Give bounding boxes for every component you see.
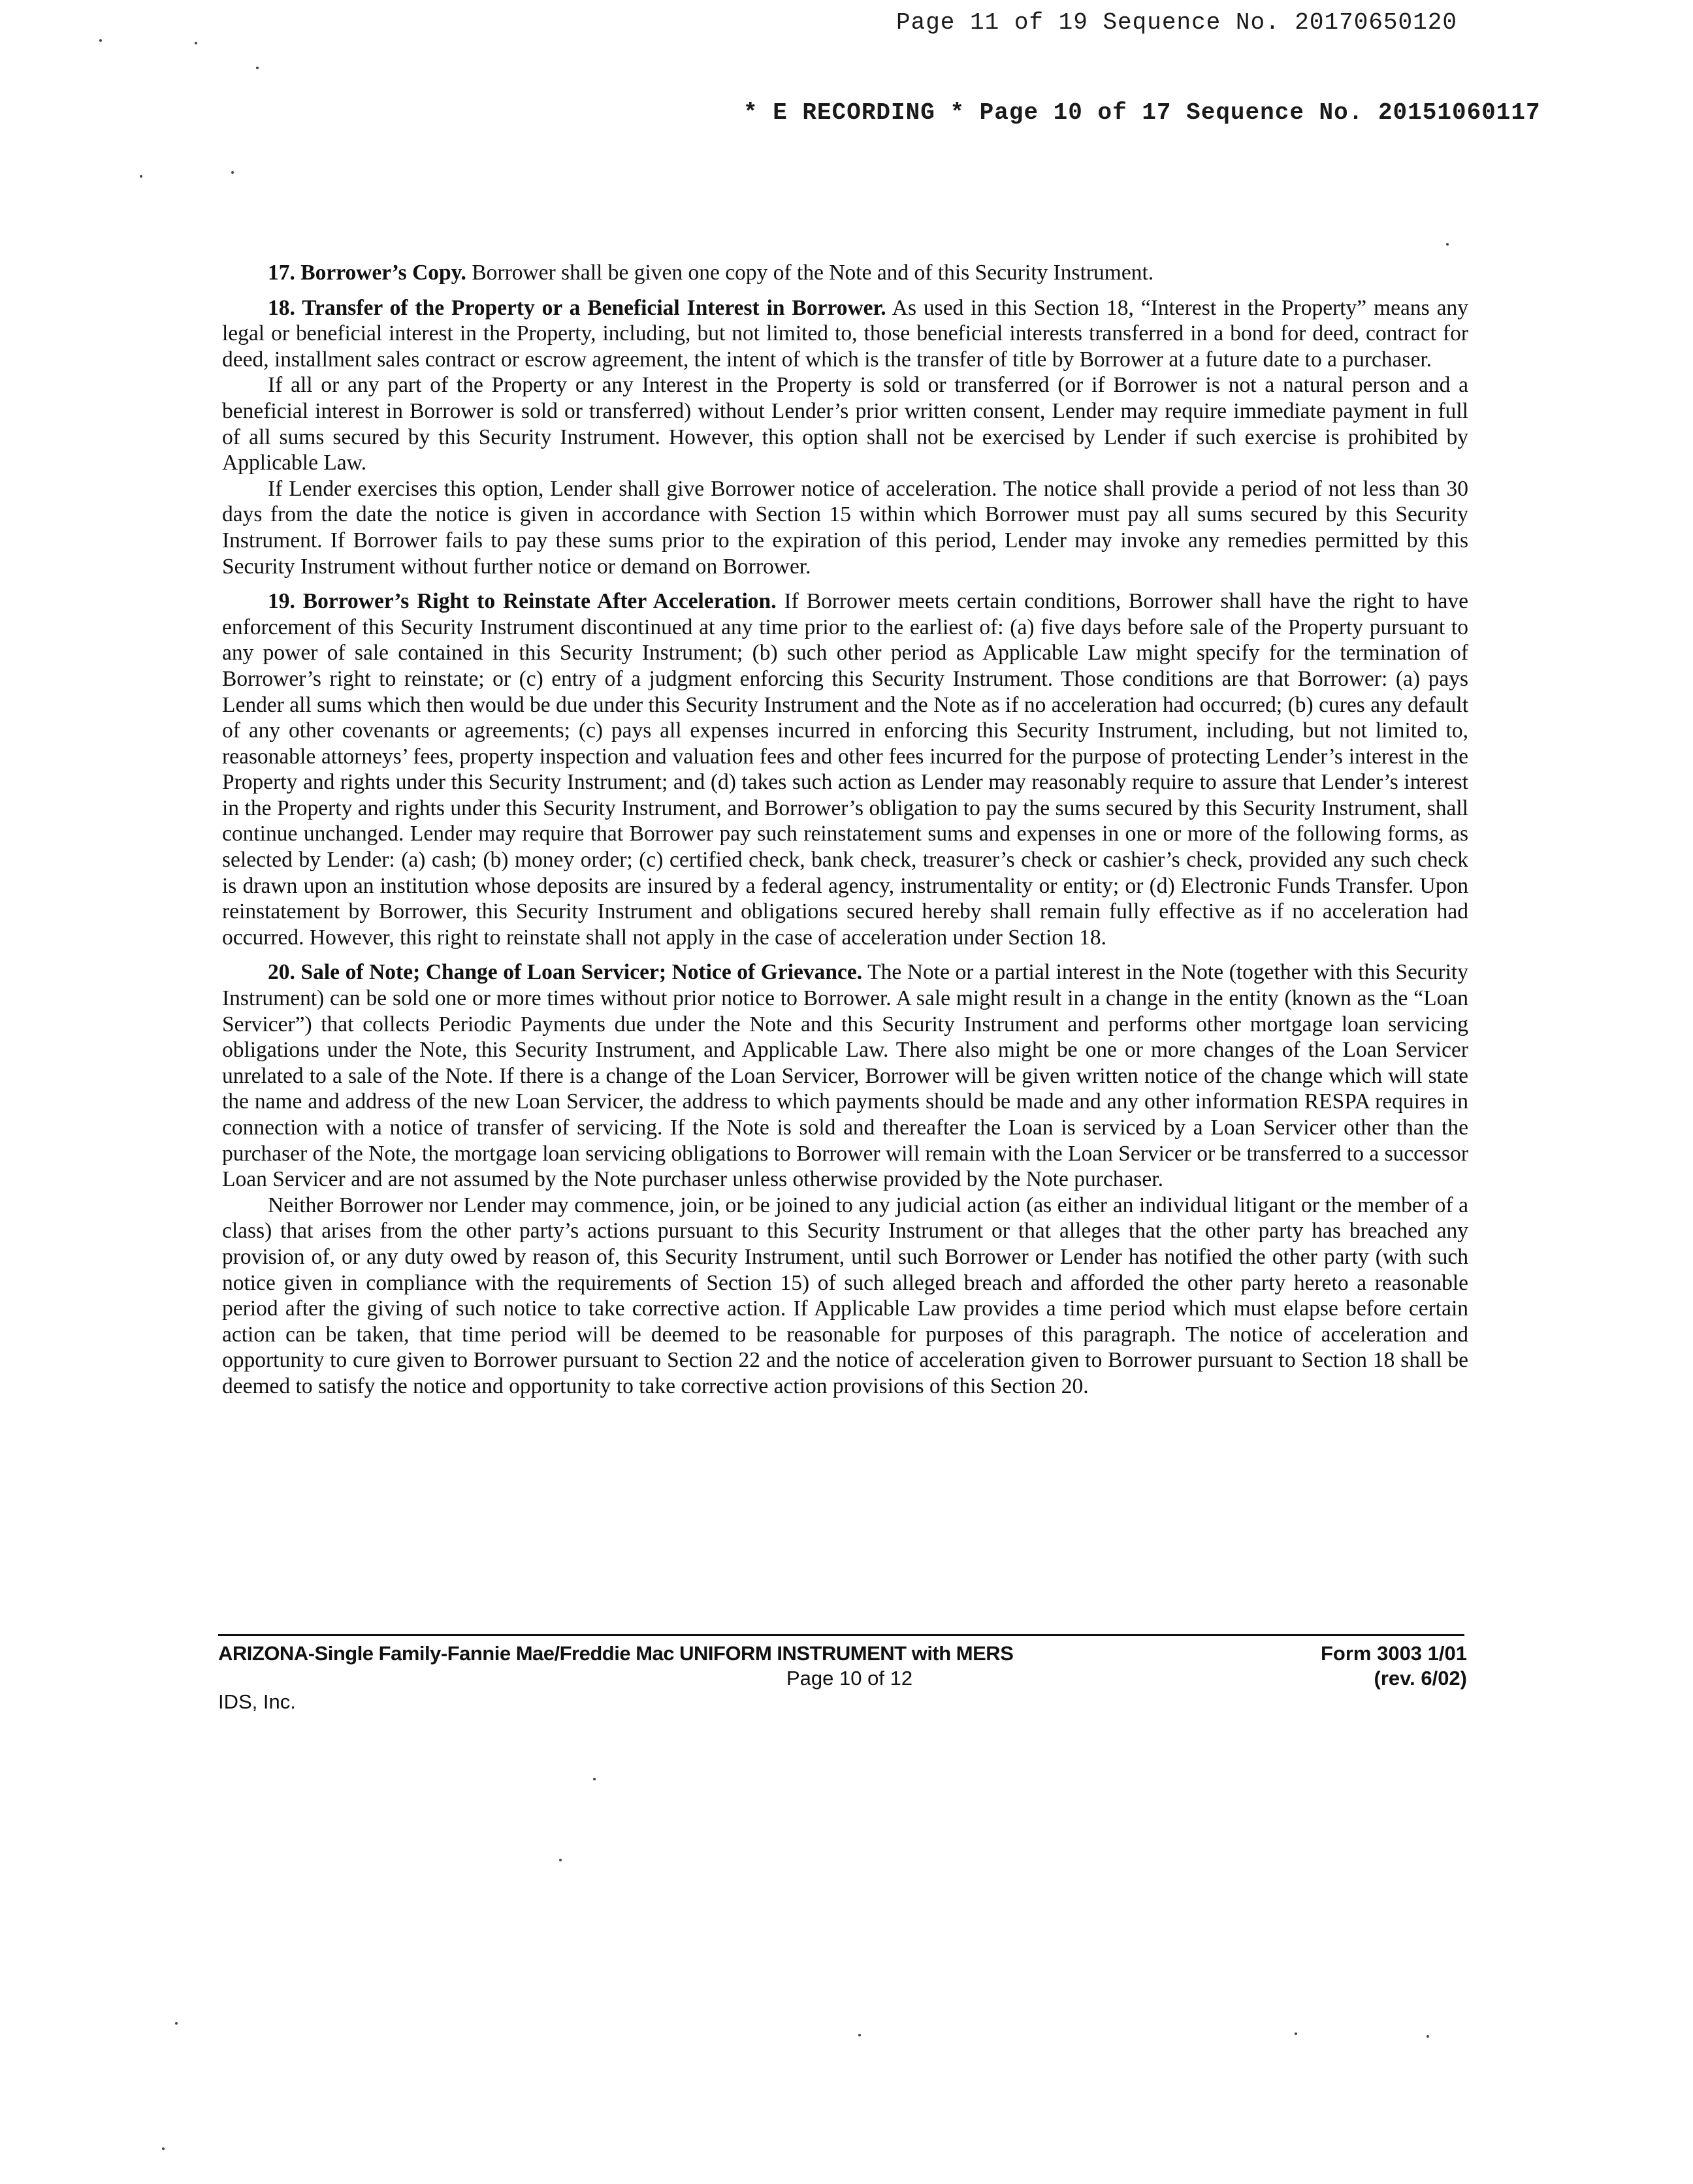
footer-form-number: Form 3003 1/01	[1320, 1642, 1467, 1665]
scan-speck	[1427, 2035, 1429, 2038]
section-18	[222, 295, 1468, 373]
section-19-text: If Borrower meets certain conditions, Borrower shall have the right to have enforcement of this Security Instrument discontinued at any time prior to the earliest of: (a) five days before sale of the Property pursuant to any power of sale contained in this Security Instrument; (b) such other period as Applicable Law might specify for the termination of Borrower’s right to reinstate; or (c) entry of a judgment enforcing this Security Instrument. Those conditions are that Borrower: (a) pays Lender all sums which then would be due under this Security Instrument and the Note as if no acceleration had occurred; (b) cures any default of any other covenants or agreements; (c) pays all expenses incurred in enforcing this Security Instrument, including, but not limited to, reasonable attorneys’ fees, property inspection and valuation fees and other fees incurred for the purpose of protecting Lender’s interest in the Property and rights under this Security Instrument; and (d) takes such action as Lender may reasonably require to assure that Lender’s interest in the Property and rights under this Security Instrument, and Borrower’s obligation to pay the sums secured by this Security Instrument, shall continue unchanged. Lender may require that Borrower pay such reinstatement sums and expenses in one or more of the following forms, as selected by Lender: (a) cash; (b) money order; (c) certified check, bank check, treasurer’s check or cashier’s check, provided any such check is drawn upon an institution whose deposits are insured by a federal agency, instrumentality or entity; or (d) Electronic Funds Transfer. Upon reinstatement by Borrower, this Security Instrument and obligations secured hereby shall remain fully effective as if no acceleration had occurred. However, this right to reinstate shall not apply in the case of acceleration under Section 18.	[222, 589, 1468, 950]
scan-speck	[175, 2022, 178, 2025]
section-17-text: Borrower shall be given one copy of the Note and of this Security Instrument.	[466, 261, 1154, 285]
section-17	[222, 260, 1468, 286]
scan-speck	[256, 67, 259, 69]
footer-divider	[218, 1634, 1464, 1636]
recording-stamp-second: * E RECORDING * Page 10 of 17 Sequence No. 20151060117	[743, 99, 1541, 126]
scan-speck	[1295, 2032, 1297, 2035]
section-18-paragraph-2: If all or any part of the Property or any Interest in the Property is sold or transferred (or if Borrower is not a natural person and a beneficial interest in Borrower is sold or transferred) without Lender’s prior written consent, Lender may require immediate payment in full of all sums secured by this Security Instrument. However, this option shall not be exercised by Lender if such exercise is prohibited by Applicable Law.	[222, 373, 1468, 475]
footer-revision: (rev. 6/02)	[1374, 1667, 1467, 1690]
scan-speck	[593, 1778, 596, 1780]
scan-speck	[162, 2147, 165, 2150]
section-19-heading: 19. Borrower’s Right to Reinstate After Acceleration.	[268, 589, 777, 614]
section-20-paragraph-2: Neither Borrower nor Lender may commence, join, or be joined to any judicial action (as either an individual litigant or the member of a class) that arises from the other party’s actions pursuant to this Security Instrument or that alleges that the other party has breached any provision of, or any duty owed by reason of, this Security Instrument, until such Borrower or Lender has notified the other party (with such notice given in compliance with the requirements of Section 15) of such alleged breach and afforded the other party hereto a reasonable period after the giving of such notice to take corrective action. If Applicable Law provides a time period which must elapse before certain action can be taken, that time period will be deemed to be reasonable for purposes of this paragraph. The notice of acceleration and opportunity to cure given to Borrower pursuant to Section 22 and the notice of acceleration given to Borrower pursuant to Section 18 shall be deemed to satisfy the notice and opportunity to take corrective action provisions of this Section 20.	[222, 1193, 1468, 1398]
section-19	[222, 588, 1468, 950]
scan-speck	[140, 175, 142, 178]
section-18-heading: 18. Transfer of the Property or a Beneficial Interest in Borrower.	[268, 295, 886, 320]
section-18-text: As used in this Section 18, “Interest in the Property” means any legal or beneficial interest in the Property, including, but not limited to, those beneficial interests transferred in a bond for deed, contract for deed, installment sales contract or escrow agreement, the intent of which is the transfer of title by Borrower at a future date to a purchaser.	[222, 295, 1468, 372]
document-body	[222, 260, 1468, 1400]
section-17-heading: 17. Borrower’s Copy.	[268, 261, 466, 285]
scan-speck	[195, 42, 197, 44]
section-20-text: The Note or a partial interest in the Note (together with this Security Instrument) can be sold one or more times without prior notice to Borrower. A sale might result in a change in the entity (known as the “Loan Servicer”) that collects Periodic Payments due under the Note and this Security Instrument and performs other mortgage loan servicing obligations under the Note, this Security Instrument, and Applicable Law. There also might be one or more changes of the Loan Servicer unrelated to a sale of the Note. If there is a change of the Loan Servicer, Borrower will be given written notice of the change which will state the name and address of the new Loan Servicer, the address to which payments should be made and any other information RESPA requires in connection with a notice of transfer of servicing. If the Note is sold and thereafter the Loan is serviced by a Loan Servicer other than the purchaser of the Note, the mortgage loan servicing obligations to Borrower will remain with the Loan Servicer or be transferred to a successor Loan Servicer and are not assumed by the Note purchaser unless otherwise provided by the Note purchaser.	[222, 960, 1468, 1192]
section-20	[222, 959, 1468, 1192]
scan-speck	[1446, 243, 1449, 246]
scan-speck	[99, 39, 102, 42]
section-20-heading: 20. Sale of Note; Change of Loan Servicer; Notice of Grievance.	[268, 960, 863, 985]
footer-page-number: Page 10 of 12	[786, 1667, 913, 1690]
recording-stamp-top: Page 11 of 19 Sequence No. 20170650120	[896, 9, 1457, 36]
footer-vendor: IDS, Inc.	[218, 1690, 296, 1713]
scan-speck	[231, 171, 234, 174]
scan-speck	[858, 2034, 861, 2036]
footer-form-title: ARIZONA-Single Family-Fannie Mae/Freddie Mac UNIFORM INSTRUMENT with MERS	[218, 1642, 1014, 1665]
scan-speck	[559, 1859, 562, 1861]
section-18-paragraph-3: If Lender exercises this option, Lender shall give Borrower notice of acceleration. The notice shall provide a period of not less than 30 days from the date the notice is given in accordance with Section 15 within which Borrower must pay all sums secured by this Security Instrument. If Borrower fails to pay these sums prior to the expiration of this period, Lender may invoke any remedies permitted by this Security Instrument without further notice or demand on Borrower.	[222, 476, 1468, 579]
